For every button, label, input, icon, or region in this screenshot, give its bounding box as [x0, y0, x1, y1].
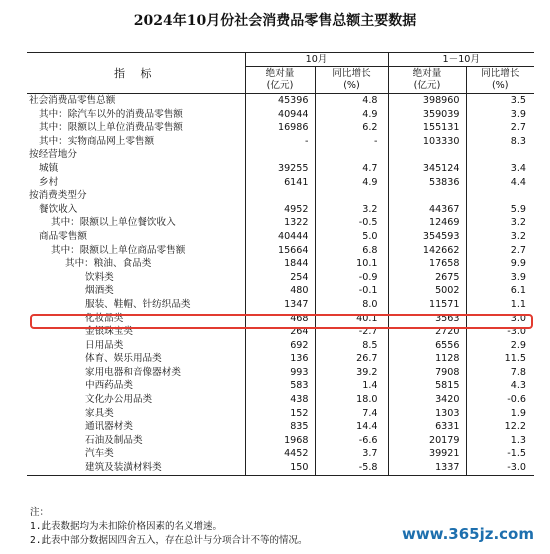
row-label: 城镇: [27, 162, 245, 176]
month-abs-value: [245, 148, 315, 162]
month-yoy-value: 3.2: [315, 203, 388, 217]
ytd-yoy-value: 3.2: [510, 230, 526, 242]
month-yoy-value: 4.8: [315, 94, 388, 108]
row-label: 石油及制品类: [27, 434, 245, 448]
ytd-abs-value: 39921: [388, 447, 466, 461]
month-yoy-value: [315, 189, 388, 203]
ytd-abs-value: 44367: [388, 203, 466, 217]
ytd-abs-value: 20179: [388, 434, 466, 448]
note-2: 2.此表中部分数据因四舍五入，存在总计与分项合计不等的情况。: [30, 535, 308, 546]
ytd-yoy-value: 3.4: [510, 162, 526, 174]
ytd-yoy-value: [466, 189, 534, 203]
month-yoy-value: 6.8: [315, 244, 388, 258]
ytd-abs-value: 3563: [388, 312, 466, 326]
table-row: [27, 284, 534, 298]
note-1: 1.此表数据均为未扣除价格因素的名义增速。: [30, 521, 222, 532]
table-row: [27, 447, 534, 461]
month-abs-value: 136: [245, 352, 315, 366]
ytd-abs-value: 17658: [388, 257, 466, 271]
ytd-abs-value: 12469: [388, 216, 466, 230]
table-row: [27, 216, 534, 230]
month-abs-value: 835: [245, 420, 315, 434]
month-abs-header: [245, 67, 315, 94]
row-label: 其中：限额以上单位餐饮收入: [27, 216, 245, 230]
table-row: [27, 257, 534, 271]
ytd-abs-value: 6331: [388, 420, 466, 434]
month-yoy-value: -5.8: [315, 461, 388, 475]
month-yoy-value: 18.0: [315, 393, 388, 407]
month-abs-value: 6141: [245, 176, 315, 190]
note-heading: 注：: [30, 507, 50, 518]
month-abs-value: 40444: [245, 230, 315, 244]
table-row: [27, 108, 534, 122]
ytd-abs-value: [388, 148, 466, 162]
abs-label: 绝对量: [265, 68, 295, 79]
ytd-abs-value: 5815: [388, 379, 466, 393]
table-row: [27, 339, 534, 353]
month-yoy-value: -6.6: [315, 434, 388, 448]
abs-unit: (亿元): [413, 80, 441, 91]
yoy-unit: (%): [491, 80, 509, 91]
ytd-abs-value: 2720: [388, 325, 466, 339]
month-abs-value: 1968: [245, 434, 315, 448]
row-label: 其中：限额以上单位商品零售额: [27, 244, 245, 258]
table-row: [27, 94, 534, 108]
row-label: 服装、鞋帽、针纺织品类: [27, 298, 245, 312]
retail-sales-table: [27, 52, 534, 476]
month-abs-value: 4452: [245, 447, 315, 461]
ytd-abs-value: 5002: [388, 284, 466, 298]
footnotes: [30, 506, 307, 548]
ytd-yoy-value: 1.9: [510, 407, 526, 419]
month-yoy-value: 4.9: [315, 108, 388, 122]
ytd-yoy-value: 3.9: [510, 271, 526, 283]
yoy-label: 同比增长: [332, 68, 371, 79]
row-label: 通讯器材类: [27, 420, 245, 434]
month-abs-value: 1844: [245, 257, 315, 271]
month-abs-value: 150: [245, 461, 315, 475]
row-label: 按消费类型分: [27, 189, 245, 203]
month-header: 10月: [245, 53, 388, 67]
row-label: 体育、娱乐用品类: [27, 352, 245, 366]
month-abs-value: 39255: [245, 162, 315, 176]
ytd-abs-value: 359039: [388, 108, 466, 122]
ytd-abs-value: 398960: [388, 94, 466, 108]
row-label: 社会消费品零售总额: [27, 94, 245, 108]
table-row: [27, 420, 534, 434]
ytd-yoy-value: 5.9: [510, 203, 526, 215]
table-row: [27, 135, 534, 149]
ytd-yoy-value: 6.1: [510, 285, 526, 297]
table-row: [27, 298, 534, 312]
month-abs-value: 254: [245, 271, 315, 285]
month-yoy-value: 8.0: [315, 298, 388, 312]
ytd-yoy-value: 9.9: [510, 258, 526, 270]
month-yoy-value: 10.1: [315, 257, 388, 271]
row-label: 烟酒类: [27, 284, 245, 298]
table-row: [27, 230, 534, 244]
month-abs-value: 438: [245, 393, 315, 407]
ytd-abs-value: 3420: [388, 393, 466, 407]
ytd-yoy-value: 2.9: [510, 339, 526, 351]
month-yoy-value: 1.4: [315, 379, 388, 393]
ytd-yoy-value: -0.6: [507, 394, 526, 406]
ytd-abs-value: 53836: [388, 176, 466, 190]
month-abs-value: 692: [245, 339, 315, 353]
month-yoy-value: [315, 148, 388, 162]
table-row: [27, 162, 534, 176]
row-label: 按经营地分: [27, 148, 245, 162]
month-yoy-value: -0.1: [315, 284, 388, 298]
ytd-yoy-value: 3.9: [510, 108, 526, 120]
month-abs-value: 45396: [245, 94, 315, 108]
month-abs-value: 1322: [245, 216, 315, 230]
row-label: 其中：除汽车以外的消费品零售额: [27, 108, 245, 122]
row-label: 文化办公用品类: [27, 393, 245, 407]
ytd-yoy-value: 3.2: [510, 217, 526, 229]
month-yoy-value: 14.4: [315, 420, 388, 434]
yoy-label: 同比增长: [481, 68, 520, 79]
month-abs-value: -: [245, 135, 315, 149]
table-row: [27, 176, 534, 190]
ytd-yoy-value: 7.8: [510, 366, 526, 378]
table-row: [27, 352, 534, 366]
row-label: 建筑及装潢材料类: [27, 461, 245, 475]
table-row: [27, 189, 534, 203]
row-label: 其中：粮油、食品类: [27, 257, 245, 271]
month-abs-value: 993: [245, 366, 315, 380]
table-row: [27, 203, 534, 217]
ytd-abs-value: 354593: [388, 230, 466, 244]
month-yoy-header: [315, 67, 388, 94]
table-row: [27, 393, 534, 407]
indicator-header: 指 标: [27, 53, 245, 94]
table-row: [27, 312, 534, 326]
month-yoy-value: -0.9: [315, 271, 388, 285]
row-label: 乡村: [27, 176, 245, 190]
row-label: 日用品类: [27, 339, 245, 353]
month-abs-value: 583: [245, 379, 315, 393]
month-abs-value: 152: [245, 407, 315, 421]
month-yoy-value: -2.7: [315, 325, 388, 339]
month-abs-value: 468: [245, 312, 315, 326]
abs-unit: (亿元): [266, 80, 294, 91]
ytd-abs-header: [388, 67, 466, 94]
ytd-abs-value: 7908: [388, 366, 466, 380]
ytd-abs-value: 155131: [388, 121, 466, 135]
table-row: [27, 271, 534, 285]
table-row: [27, 325, 534, 339]
month-yoy-value: 6.2: [315, 121, 388, 135]
month-abs-value: 1347: [245, 298, 315, 312]
ytd-yoy-value: 4.3: [510, 380, 526, 392]
row-label: 商品零售额: [27, 230, 245, 244]
month-yoy-value: 4.7: [315, 162, 388, 176]
table-row: [27, 379, 534, 393]
abs-label: 绝对量: [412, 68, 442, 79]
ytd-yoy-value: 2.7: [510, 244, 526, 256]
month-abs-value: 4952: [245, 203, 315, 217]
table-row: [27, 244, 534, 258]
table-title: 2024年10月份社会消费品零售总额主要数据: [133, 13, 417, 29]
row-label: 其中：限额以上单位消费品零售额: [27, 121, 245, 135]
month-abs-value: [245, 189, 315, 203]
ytd-abs-value: 1128: [388, 352, 466, 366]
ytd-abs-value: 103330: [388, 135, 466, 149]
ytd-yoy-value: 1.1: [510, 298, 526, 310]
row-label: 饮料类: [27, 271, 245, 285]
ytd-yoy-value: -1.5: [507, 448, 526, 460]
ytd-yoy-value: 3.5: [510, 95, 526, 106]
ytd-header: 1－10月: [388, 53, 534, 67]
ytd-abs-value: [388, 189, 466, 203]
ytd-abs-value: 2675: [388, 271, 466, 285]
month-yoy-value: 3.7: [315, 447, 388, 461]
ytd-yoy-value: 8.3: [510, 135, 526, 147]
ytd-abs-value: 1303: [388, 407, 466, 421]
table-header: [27, 53, 534, 94]
row-label: 金银珠宝类: [27, 325, 245, 339]
ytd-abs-value: 11571: [388, 298, 466, 312]
ytd-yoy-value: 4.4: [510, 176, 526, 188]
row-label: 其中：实物商品网上零售额: [27, 135, 245, 149]
ytd-abs-value: 1337: [388, 461, 466, 475]
ytd-yoy-value: 3.0: [510, 312, 526, 324]
ytd-yoy-value: 2.7: [510, 122, 526, 134]
row-label: 汽车类: [27, 447, 245, 461]
table-row: [27, 121, 534, 135]
month-yoy-value: 4.9: [315, 176, 388, 190]
row-label: 化妆品类: [27, 312, 245, 326]
month-yoy-value: -: [315, 135, 388, 149]
month-abs-value: 40944: [245, 108, 315, 122]
row-label: 中西药品类: [27, 379, 245, 393]
ytd-yoy-value: 1.3: [510, 434, 526, 446]
watermark: www.365jz.com: [401, 525, 534, 543]
ytd-yoy-value: -3.0: [466, 461, 534, 475]
ytd-yoy-value: [466, 148, 534, 162]
table-row: [27, 461, 534, 475]
month-yoy-value: 39.2: [315, 366, 388, 380]
ytd-abs-value: 142662: [388, 244, 466, 258]
table-row: [27, 434, 534, 448]
month-abs-value: 264: [245, 325, 315, 339]
month-yoy-value: 40.1: [315, 312, 388, 326]
ytd-abs-value: 6556: [388, 339, 466, 353]
month-yoy-value: 8.5: [315, 339, 388, 353]
ytd-yoy-value: 11.5: [504, 353, 526, 365]
month-abs-value: 15664: [245, 244, 315, 258]
month-abs-value: 16986: [245, 121, 315, 135]
month-yoy-value: 26.7: [315, 352, 388, 366]
month-yoy-value: 5.0: [315, 230, 388, 244]
row-label: 家用电器和音像器材类: [27, 366, 245, 380]
ytd-abs-value: 345124: [388, 162, 466, 176]
ytd-yoy-value: 12.2: [504, 421, 526, 433]
yoy-unit: (%): [343, 80, 360, 91]
month-yoy-value: -0.5: [315, 216, 388, 230]
month-abs-value: 480: [245, 284, 315, 298]
ytd-yoy-header: [466, 67, 534, 94]
month-yoy-value: 7.4: [315, 407, 388, 421]
table-body: [27, 94, 534, 476]
table-row: [27, 366, 534, 380]
header-row-top: [27, 53, 534, 67]
retail-sales-table-container: [27, 52, 534, 501]
table-row: [27, 407, 534, 421]
row-label: 餐饮收入: [27, 203, 245, 217]
ytd-yoy-value: -3.0: [507, 326, 526, 338]
table-row: [27, 148, 534, 162]
row-label: 家具类: [27, 407, 245, 421]
